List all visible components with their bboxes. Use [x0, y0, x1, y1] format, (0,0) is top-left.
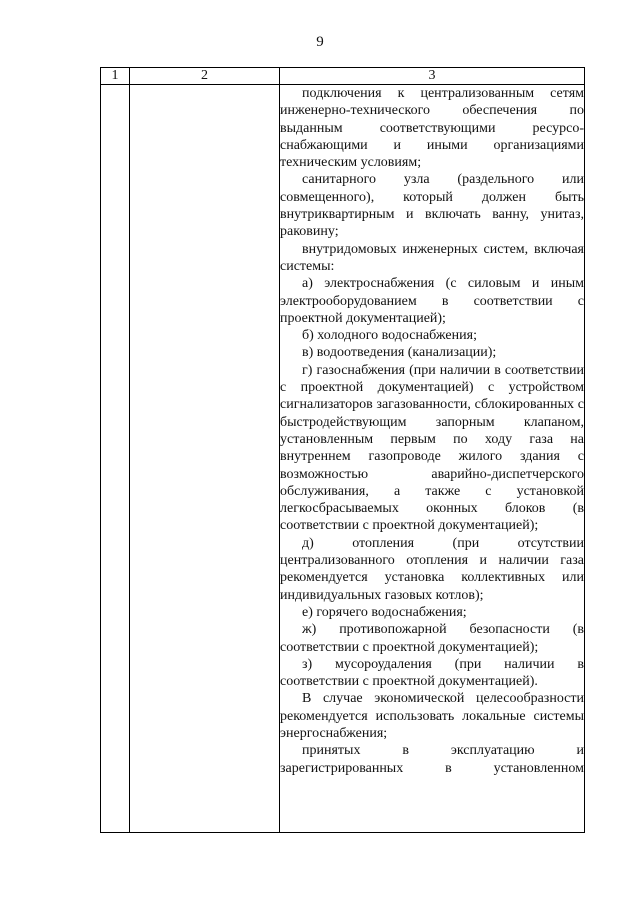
paragraph: д) отопления (при отсутствии централизованного отопления и наличии газа рекомендуется установка коллективных или индивидуальных газовых котлов);: [280, 535, 584, 603]
paragraph: г) газоснабжения (при наличии в соответствии с проектной документацией) с устройством сигнализаторов загазованности, сблокированных с быстродействующим запорным клапаном, установленным первым по ходу газа на внутреннем газопроводе жилого здания с возможностью аварийно-диспетчерского обслуживания, а также с установкой легкосбрасываемых оконных блоков (в соответствии с проектной документацией);: [280, 362, 584, 534]
table-header-row: [101, 68, 585, 85]
paragraph: а) электроснабжения (с силовым и иным электрооборудованием в соответствии с проектной документацией);: [280, 276, 584, 326]
paragraph: принятых в эксплуатацию и зарегистрированных в установленном: [280, 743, 584, 776]
column-3-cell: [280, 85, 585, 833]
table-row: [101, 85, 585, 833]
requirements-table: [100, 67, 585, 833]
paragraph: ж) противопожарной безопасности (в соответствии с проектной документацией);: [280, 622, 584, 655]
column-header-2: 2: [130, 68, 280, 85]
paragraph: б) холодного водоснабжения;: [302, 328, 477, 344]
paragraph: санитарного узла (раздельного или совмещенного), который должен быть внутриквартирным и включать ванну, унитаз, раковину;: [280, 172, 584, 240]
column-header-1: 1: [101, 68, 130, 85]
column-2-cell: [130, 85, 280, 833]
paragraph: подключения к централизованным сетям инженерно-технического обеспечения по выданным соответствующими ресурсо-снабжающими и иными организациями техническим условиям;: [280, 86, 584, 171]
paragraph: в) водоотведения (канализации);: [302, 345, 497, 361]
paragraph: В случае экономической целесообразности рекомендуется использовать локальные системы энергоснабжения;: [280, 691, 584, 741]
column-3-text: [280, 85, 584, 777]
column-header-3: 3: [280, 68, 585, 85]
page-number: 9: [316, 34, 324, 50]
paragraph: з) мусороудаления (при наличии в соответствии с проектной документацией).: [280, 656, 584, 690]
column-1-cell: [101, 85, 130, 833]
paragraph: е) горячего водоснабжения;: [302, 604, 467, 620]
paragraph: внутридомовых инженерных систем, включая системы:: [280, 241, 584, 274]
